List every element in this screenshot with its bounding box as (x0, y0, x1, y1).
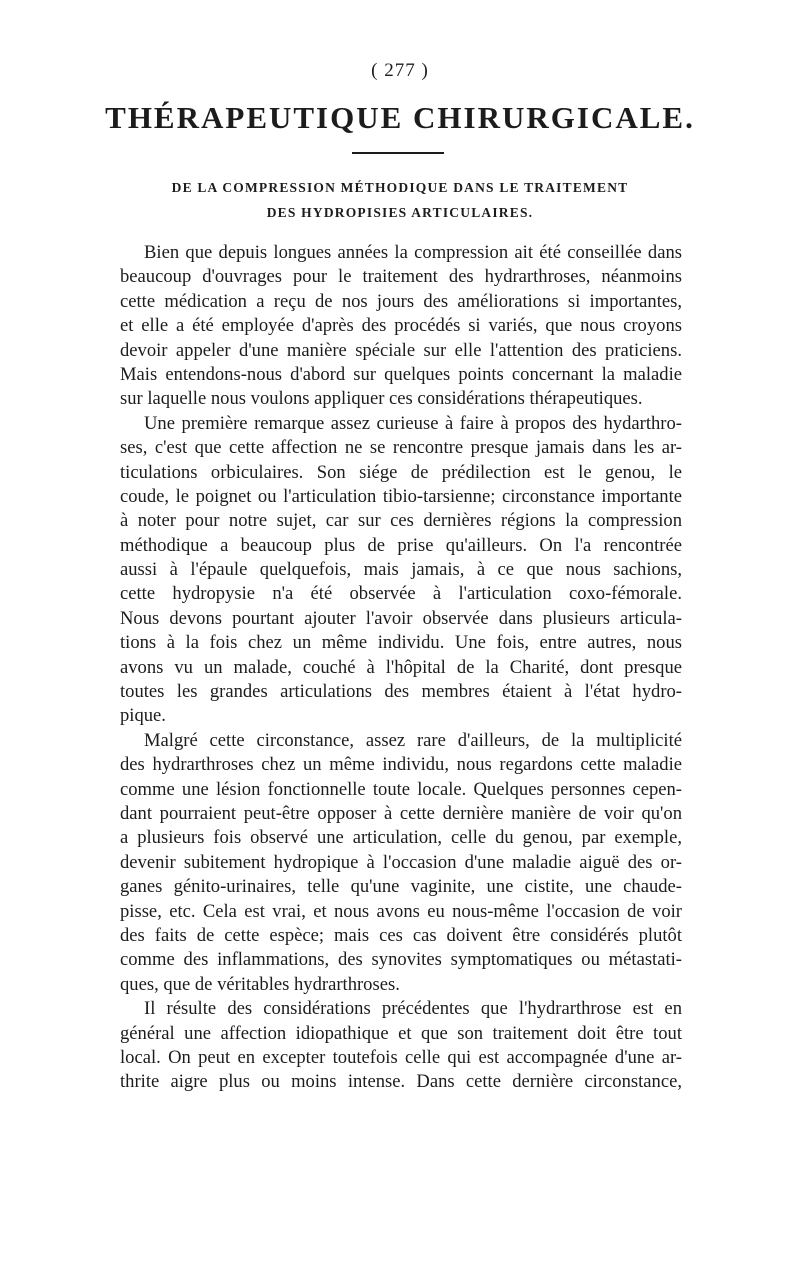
section-heading-line: DES HYDROPISIES ARTICULAIRES. (266, 205, 534, 220)
text-line: des faits de cette espèce; mais ces cas doivent être considérés plutôt (120, 924, 682, 946)
text-line: toutes les grandes articulations des membres étaient à l'état hydro- (120, 681, 682, 703)
text-line: aussi à l'épaule quelquefois, mais jamais, à ce que nous sachions, (120, 559, 682, 581)
text-line: cette médication a reçu de nos jours des améliorations si importantes, (120, 290, 682, 312)
text-line: dant pourraient peut-être opposer à cette dernière manière de voir qu'on (120, 802, 682, 824)
text-line: sur laquelle nous voulons appliquer ces considérations thérapeutiques. (120, 388, 643, 410)
page-number: ( 277 ) (371, 60, 429, 81)
text-line: ses, c'est que cette affection ne se rencontre presque jamais dans les ar- (120, 437, 682, 459)
text-line: devenir subitement hydropique à l'occasion d'une maladie aiguë des or- (120, 851, 682, 873)
text-line: pique. (120, 705, 166, 727)
text-line: à noter pour notre sujet, car sur ces dernières régions la compression (120, 510, 682, 532)
text-line: Une première remarque assez curieuse à faire à propos des hydarthro- (144, 412, 682, 434)
text-line: coude, le poignet ou l'articulation tibio-tarsienne; circonstance importante (120, 485, 682, 507)
text-line: ganes génito-urinaires, telle qu'une vaginite, une cistite, une chaude- (120, 876, 682, 898)
text-line: Bien que depuis longues années la compression ait été conseillée dans (144, 242, 682, 263)
section-heading-line: DE LA COMPRESSION MÉTHODIQUE DANS LE TRAITEMENT (171, 180, 629, 195)
text-line: pisse, etc. Cela est vrai, et nous avons eu nous-même l'occasion de voir (120, 900, 682, 922)
text-line: Malgré cette circonstance, assez rare d'ailleurs, de la multiplicité (144, 729, 682, 751)
text-line: local. On peut en excepter toutefois celle qui est accompagnée d'une ar- (120, 1046, 682, 1068)
text-line: thrite aigre plus ou moins intense. Dans cette dernière circonstance, (120, 1071, 682, 1093)
title-divider (352, 152, 444, 154)
text-line: des hydrarthroses chez un même individu, nous regardons cette maladie (120, 754, 682, 776)
section-heading (110, 175, 690, 225)
text-line: et elle a été employée d'après des procédés si variés, que nous croyons (120, 315, 682, 337)
text-line: comme une lésion fonctionnelle toute locale. Quelques personnes cepen- (120, 778, 682, 800)
text-line: Mais entendons-nous d'abord sur quelques points concernant la maladie (120, 363, 682, 385)
text-line: comme des inflammations, des synovites symptomatiques ou métastati- (120, 949, 682, 971)
text-line: Il résulte des considérations précédentes que l'hydrarthrose est en (144, 998, 682, 1020)
text-line: général une affection idiopathique et que son traitement doit être tout (120, 1022, 682, 1044)
text-line: Nous devons pourtant ajouter l'avoir observée dans plusieurs articula- (120, 607, 682, 629)
text-line: méthodique a beaucoup plus de prise qu'ailleurs. On l'a rencontrée (120, 534, 682, 556)
text-line: tions à la fois chez un même individu. Une fois, entre autres, nous (120, 632, 682, 654)
text-line: ques, que de véritables hydrarthroses. (120, 973, 400, 995)
text-line: a plusieurs fois observé une articulation, celle du genou, par exemple, (120, 827, 682, 849)
chapter-title: THÉRAPEUTIQUE CHIRURGICALE. (105, 100, 695, 135)
text-line: ticulations orbiculaires. Son siége de prédilection est le genou, le (120, 461, 682, 483)
text-line: beaucoup d'ouvrages pour le traitement des hydrarthroses, néanmoins (120, 266, 682, 288)
text-line: avons vu un malade, couché à l'hôpital de la Charité, dont presque (120, 656, 682, 678)
text-line: cette hydropysie n'a été observée à l'articulation coxo-fémorale. (120, 583, 682, 605)
body-text (120, 241, 682, 1095)
text-line: devoir appeler d'une manière spéciale sur elle l'attention des praticiens. (120, 339, 682, 361)
